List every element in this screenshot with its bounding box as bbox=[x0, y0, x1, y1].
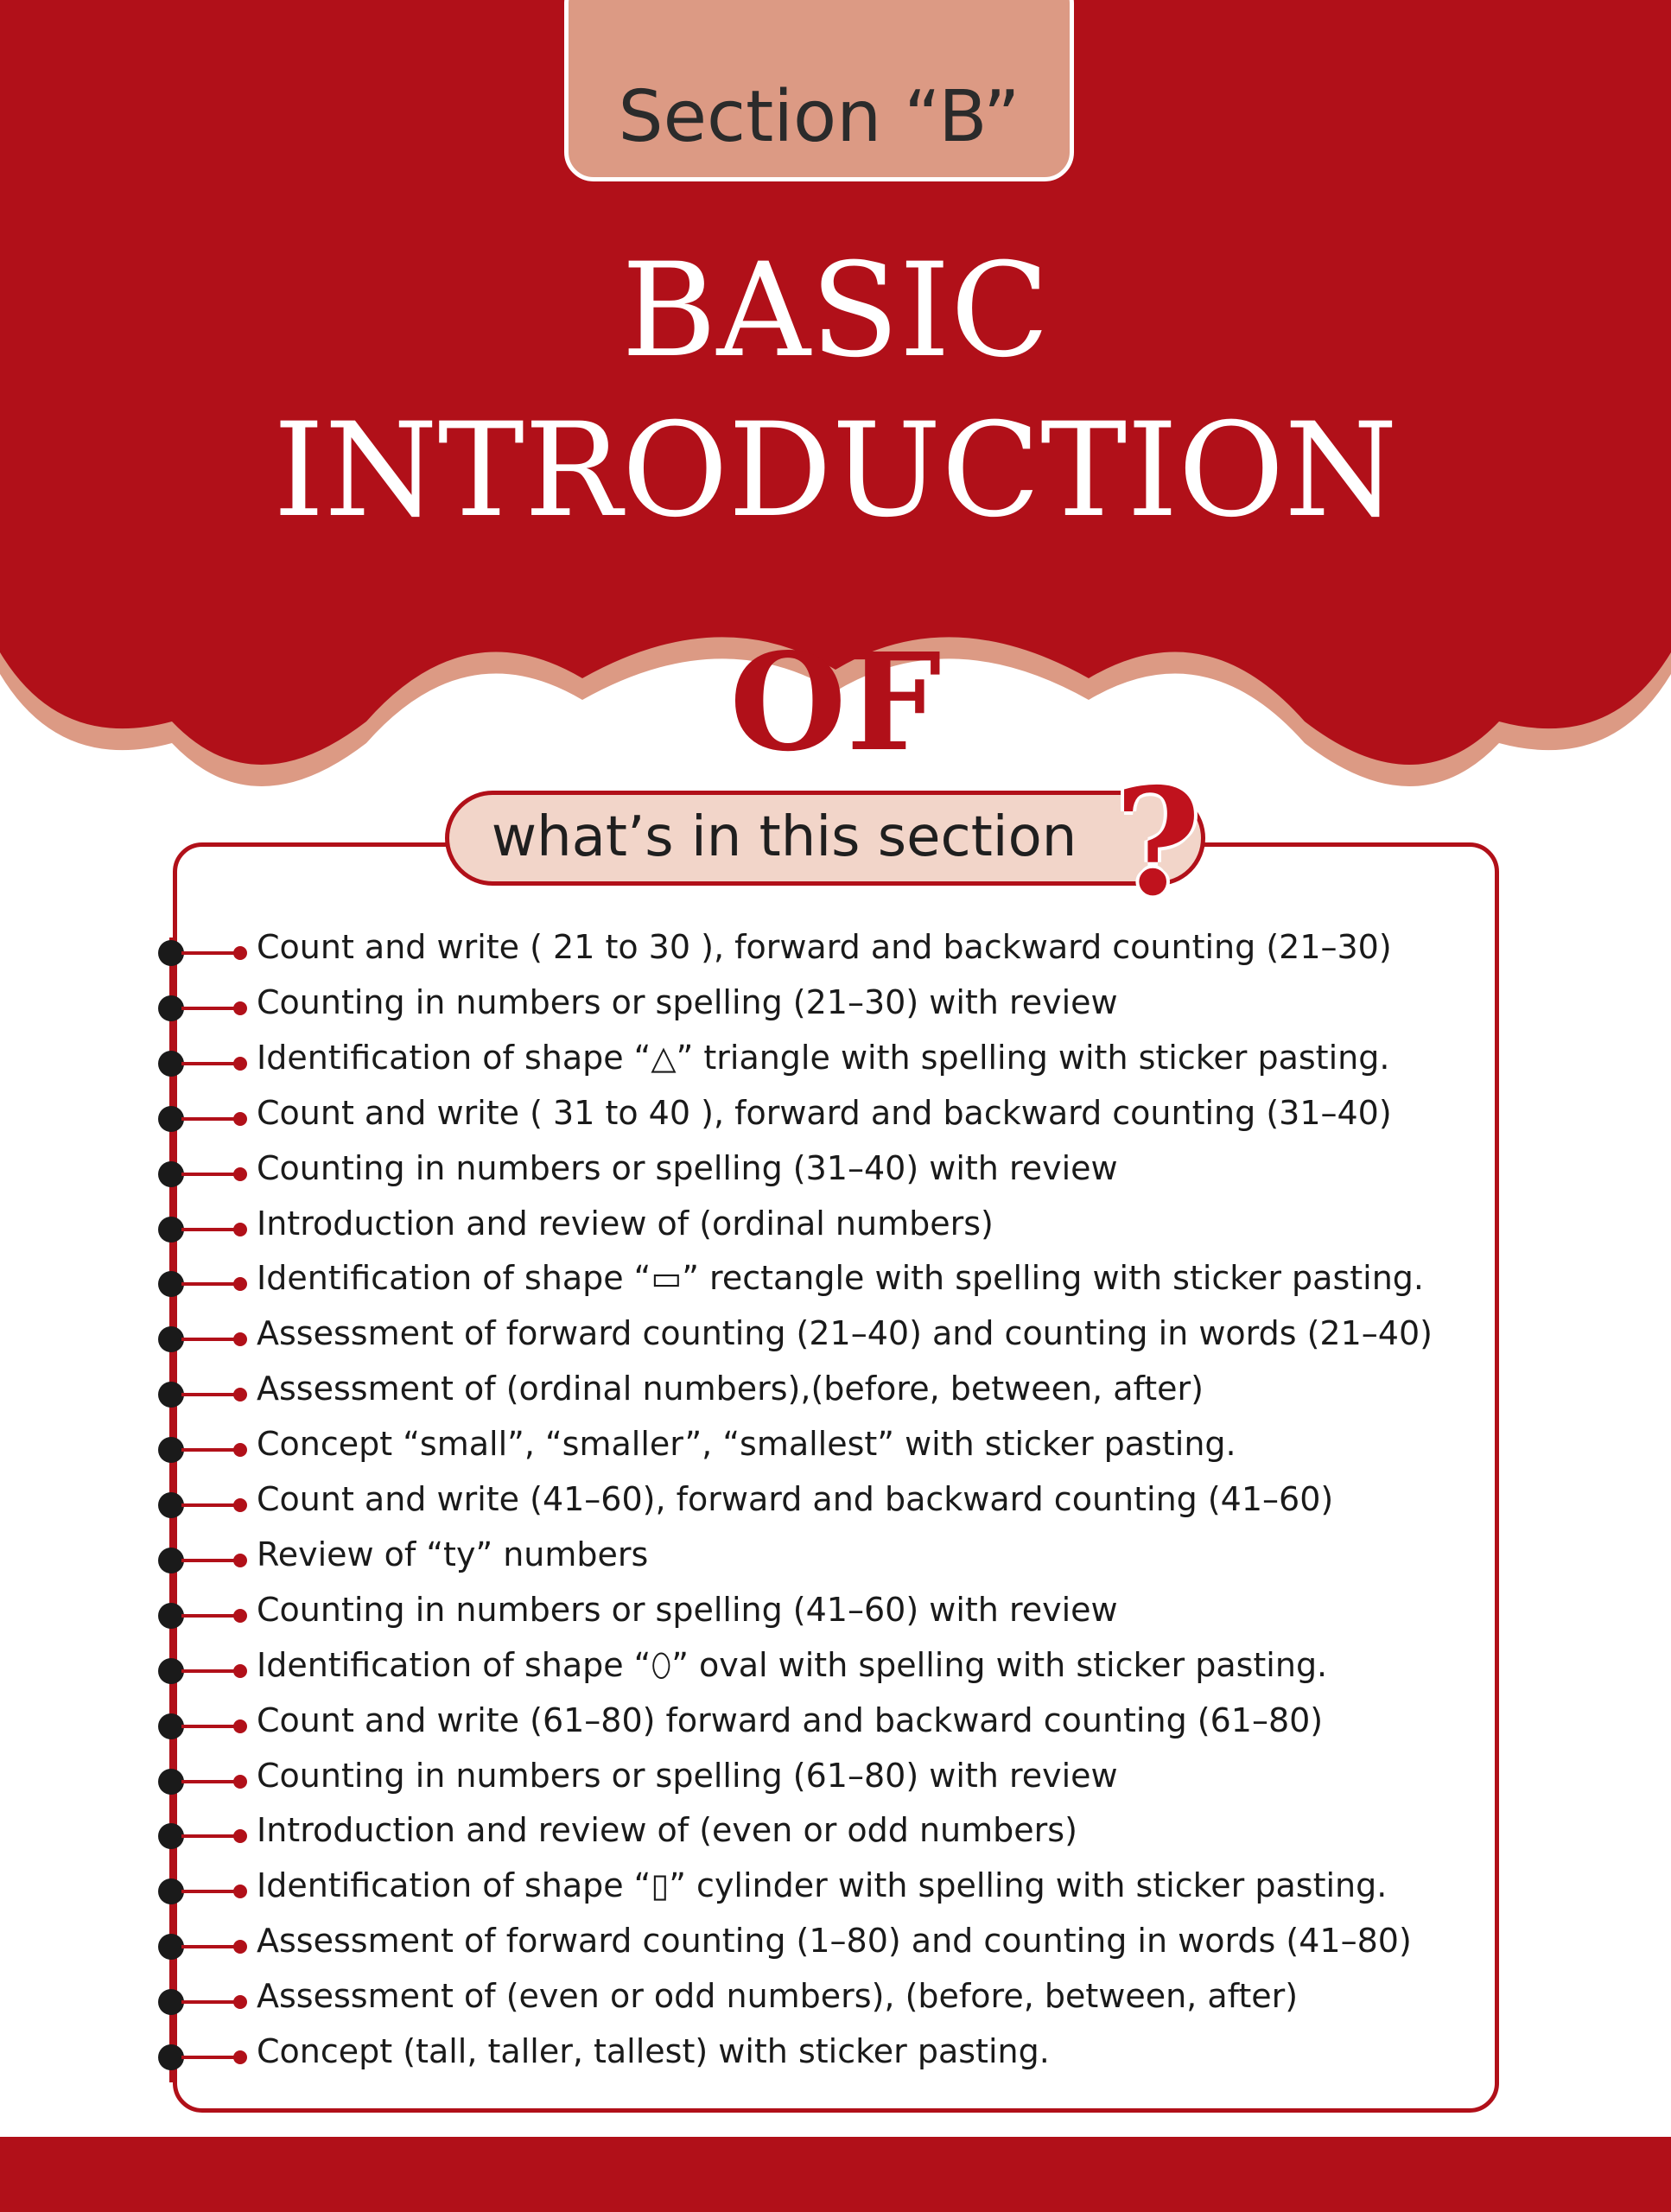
bullet-dot bbox=[158, 1271, 184, 1297]
list-item-text: Assessment of (ordinal numbers),(before, between, after) bbox=[257, 1370, 1204, 1408]
bullet-connector bbox=[181, 1945, 236, 1948]
bullet-connector bbox=[181, 1062, 236, 1065]
section-label: Section “B” bbox=[618, 76, 1020, 158]
bullet-dot bbox=[158, 1437, 184, 1463]
list-item bbox=[0, 1696, 1671, 1751]
bullet-small-dot bbox=[233, 1940, 247, 1954]
bullet-small-dot bbox=[233, 1112, 247, 1126]
bullet-small-dot bbox=[233, 1885, 247, 1898]
list-item-text: Count and write ( 21 to 30 ), forward and backward counting (21–30) bbox=[257, 928, 1392, 966]
list-item bbox=[0, 1364, 1671, 1420]
bullet-dot bbox=[158, 1051, 184, 1077]
list-item bbox=[0, 1089, 1671, 1144]
bullet-dot bbox=[158, 1326, 184, 1352]
list-item bbox=[0, 1751, 1671, 1807]
bullet-dot bbox=[158, 1769, 184, 1795]
list-item bbox=[0, 1972, 1671, 2027]
list-item bbox=[0, 1144, 1671, 1199]
bottom-bar bbox=[0, 2137, 1671, 2212]
bullet-connector bbox=[181, 1338, 236, 1341]
bullet-dot bbox=[158, 1823, 184, 1849]
bullet-connector bbox=[181, 1393, 236, 1396]
bullet-small-dot bbox=[233, 1664, 247, 1678]
bullet-connector bbox=[181, 1890, 236, 1893]
list-item-text: Assessment of forward counting (1–80) and counting in words (41–80) bbox=[257, 1922, 1412, 1961]
bullet-dot bbox=[158, 1217, 184, 1243]
bullet-small-dot bbox=[233, 1057, 247, 1071]
bullet-connector bbox=[181, 1007, 236, 1010]
question-mark-icon: ? bbox=[1115, 756, 1201, 929]
bullet-dot bbox=[158, 1548, 184, 1573]
title-line-basic: BASIC bbox=[621, 236, 1050, 386]
bullet-connector bbox=[181, 1448, 236, 1452]
bullet-dot bbox=[158, 995, 184, 1021]
bullet-small-dot bbox=[233, 946, 247, 960]
bullet-dot bbox=[158, 1713, 184, 1739]
bullet-connector bbox=[181, 1282, 236, 1286]
bullet-small-dot bbox=[233, 1829, 247, 1843]
list-item bbox=[0, 1806, 1671, 1861]
list-item bbox=[0, 1530, 1671, 1586]
list-item-text: Counting in numbers or spelling (41–60) with review bbox=[257, 1590, 1118, 1629]
list-item bbox=[0, 2027, 1671, 2082]
bullet-connector bbox=[181, 1228, 236, 1231]
list-item-text: Count and write (61–80) forward and backward counting (61–80) bbox=[257, 1700, 1324, 1739]
bullet-dot bbox=[158, 1934, 184, 1960]
list-item bbox=[0, 923, 1671, 978]
list-item bbox=[0, 1641, 1671, 1696]
title-line-of: OF bbox=[729, 623, 942, 781]
bullet-connector bbox=[181, 1614, 236, 1618]
bullet-connector bbox=[181, 1173, 236, 1176]
bullet-connector bbox=[181, 1780, 236, 1783]
section-heading: what’s in this section bbox=[491, 805, 1077, 869]
bullet-connector bbox=[181, 1834, 236, 1838]
bullet-dot bbox=[158, 1106, 184, 1132]
bullet-small-dot bbox=[233, 1001, 247, 1015]
list-item-text: Introduction and review of (ordinal numbers) bbox=[257, 1204, 994, 1243]
bullet-small-dot bbox=[233, 1719, 247, 1733]
bullet-dot bbox=[158, 1603, 184, 1629]
list-item-text: Counting in numbers or spelling (61–80) with review bbox=[257, 1756, 1118, 1795]
list-item-text: Counting in numbers or spelling (21–30) with review bbox=[257, 982, 1118, 1021]
list-item-text: Count and write (41–60), forward and backward counting (41–60) bbox=[257, 1480, 1334, 1518]
bullet-dot bbox=[158, 1878, 184, 1904]
bullet-connector bbox=[181, 1117, 236, 1121]
list-item-text: Identification of shape “▭” rectangle with spelling with sticker pasting. bbox=[257, 1259, 1424, 1298]
bullet-small-dot bbox=[233, 1554, 247, 1567]
bullet-small-dot bbox=[233, 1223, 247, 1236]
bullet-connector bbox=[181, 1503, 236, 1507]
bullet-dot bbox=[158, 1382, 184, 1408]
list-item bbox=[0, 1475, 1671, 1530]
list-item-text: Identification of shape “▯” cylinder with spelling with sticker pasting. bbox=[257, 1866, 1388, 1905]
bullet-dot bbox=[158, 1492, 184, 1518]
bullet-connector bbox=[181, 951, 236, 955]
bullet-connector bbox=[181, 1559, 236, 1562]
bullet-dot bbox=[158, 2044, 184, 2070]
bullet-dot bbox=[158, 940, 184, 966]
list-item bbox=[0, 1420, 1671, 1475]
list-item-text: Assessment of (even or odd numbers), (before, between, after) bbox=[257, 1977, 1299, 2016]
bullet-connector bbox=[181, 2000, 236, 2004]
bullet-small-dot bbox=[233, 1443, 247, 1457]
list-item-text: Concept (tall, taller, tallest) with sticker pasting. bbox=[257, 2032, 1050, 2070]
list-item bbox=[0, 1199, 1671, 1255]
bullet-small-dot bbox=[233, 1277, 247, 1291]
bullet-small-dot bbox=[233, 1388, 247, 1402]
bullet-dot bbox=[158, 1161, 184, 1187]
bullet-small-dot bbox=[233, 1775, 247, 1789]
bullet-dot bbox=[158, 1989, 184, 2015]
list-item-text: Identification of shape “⬯” oval with spelling with sticker pasting. bbox=[257, 1645, 1328, 1684]
list-item bbox=[0, 978, 1671, 1033]
bullet-small-dot bbox=[233, 1167, 247, 1181]
bullet-small-dot bbox=[233, 1332, 247, 1346]
bullet-small-dot bbox=[233, 1498, 247, 1512]
list-item-text: Counting in numbers or spelling (31–40) with review bbox=[257, 1148, 1118, 1187]
list-item-text: Identification of shape “△” triangle with spelling with sticker pasting. bbox=[257, 1038, 1390, 1077]
bullet-connector bbox=[181, 1669, 236, 1673]
list-item-text: Assessment of forward counting (21–40) and counting in words (21–40) bbox=[257, 1314, 1433, 1353]
bullet-dot bbox=[158, 1658, 184, 1684]
title-line-introduction: INTRODUCTION bbox=[273, 396, 1398, 546]
list-item-text: Concept “small”, “smaller”, “smallest” with sticker pasting. bbox=[257, 1425, 1236, 1464]
bullet-small-dot bbox=[233, 1995, 247, 2009]
list-item bbox=[0, 1254, 1671, 1309]
list-item-text: Review of “ty” numbers bbox=[257, 1535, 649, 1573]
list-item bbox=[0, 1586, 1671, 1641]
list-item bbox=[0, 1309, 1671, 1364]
list-item bbox=[0, 1861, 1671, 1916]
list-item-text: Count and write ( 31 to 40 ), forward and backward counting (31–40) bbox=[257, 1093, 1392, 1132]
bullet-small-dot bbox=[233, 2050, 247, 2064]
list-item bbox=[0, 1916, 1671, 1972]
bullet-connector bbox=[181, 2056, 236, 2059]
bullet-connector bbox=[181, 1725, 236, 1728]
bullet-small-dot bbox=[233, 1609, 247, 1623]
list-item-text: Introduction and review of (even or odd numbers) bbox=[257, 1811, 1077, 1850]
list-item bbox=[0, 1033, 1671, 1089]
